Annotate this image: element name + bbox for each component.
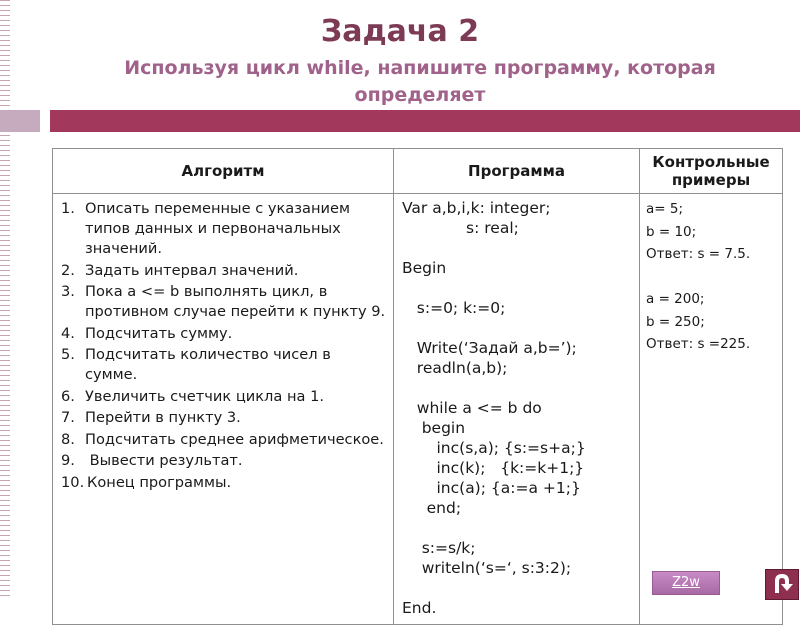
z2w-nav-button[interactable]: Z2w (652, 571, 720, 595)
step-text: Увеличить счетчик цикла на 1. (85, 387, 325, 405)
list-item (61, 345, 387, 385)
table-header-row (53, 149, 783, 194)
step-number: 1. (61, 200, 75, 217)
step-text: Подсчитать сумму. (85, 324, 233, 342)
step-number: 5. (61, 346, 75, 363)
list-item (61, 430, 387, 450)
program-cell (394, 194, 640, 625)
solution-table (52, 148, 783, 625)
program-code: Var a,b,i,k: integer; s: real; Begin s:=0; k:=0; Write(‘Задай a,b=’); readln(a,b); while a <= b do begin inc(s,a); {s:=s+a;} inc(k); {k:=k+1;} inc(a); {a:=a +1;} end; s:=s/k; writeln(‘s=‘, s:3:2); End. (402, 199, 586, 617)
step-text: Описать переменные с указанием типов данных и первоначальных значений. (85, 200, 350, 257)
step-number: 4. (61, 324, 75, 342)
list-item (61, 261, 387, 281)
step-number: 2. (61, 261, 75, 279)
list-item (61, 451, 387, 471)
list-item (61, 387, 387, 407)
task-description-line-1: Используя цикл while, напишите программу, которая определяет (124, 57, 716, 106)
step-text: Задать интервал значений. (85, 261, 299, 279)
list-item (61, 473, 387, 493)
algorithm-cell (53, 194, 394, 625)
header-algorithm: Алгоритм (53, 149, 394, 194)
step-text: Перейти в пункту 3. (85, 409, 241, 426)
list-item (61, 324, 387, 344)
return-button[interactable] (765, 569, 799, 600)
step-number: 8. (61, 430, 75, 448)
step-text: Вывести результат. (85, 452, 243, 469)
test-examples: a= 5; b = 10; Ответ: s = 7.5. a = 200; b = 250; Ответ: s =225. (646, 201, 751, 352)
list-item (61, 408, 387, 428)
step-number: 3. (61, 283, 75, 300)
step-text: Подсчитать среднее арифметическое. (85, 430, 384, 448)
list-item (61, 282, 387, 322)
return-arrow-icon (766, 570, 798, 599)
step-text: Пока a <= b выполнять цикл, в противном случае перейти к пункту 9. (85, 283, 386, 320)
list-item (61, 199, 387, 259)
step-number: 6. (61, 387, 75, 405)
examples-cell (640, 194, 783, 625)
step-number: 10. (61, 473, 85, 491)
slide-title: Задача 2 (320, 14, 480, 49)
algorithm-steps-list (53, 194, 393, 500)
left-stripe-decoration (0, 0, 10, 600)
divider-bar (50, 110, 800, 132)
table-row (53, 194, 783, 625)
step-number: 9. (61, 452, 75, 469)
step-text: Подсчитать количество чисел в сумме. (85, 346, 331, 383)
step-number: 7. (61, 409, 75, 426)
header-program: Программа (394, 149, 640, 194)
header-examples: Контрольные примеры (640, 149, 783, 194)
step-text: Конец программы. (87, 473, 232, 491)
